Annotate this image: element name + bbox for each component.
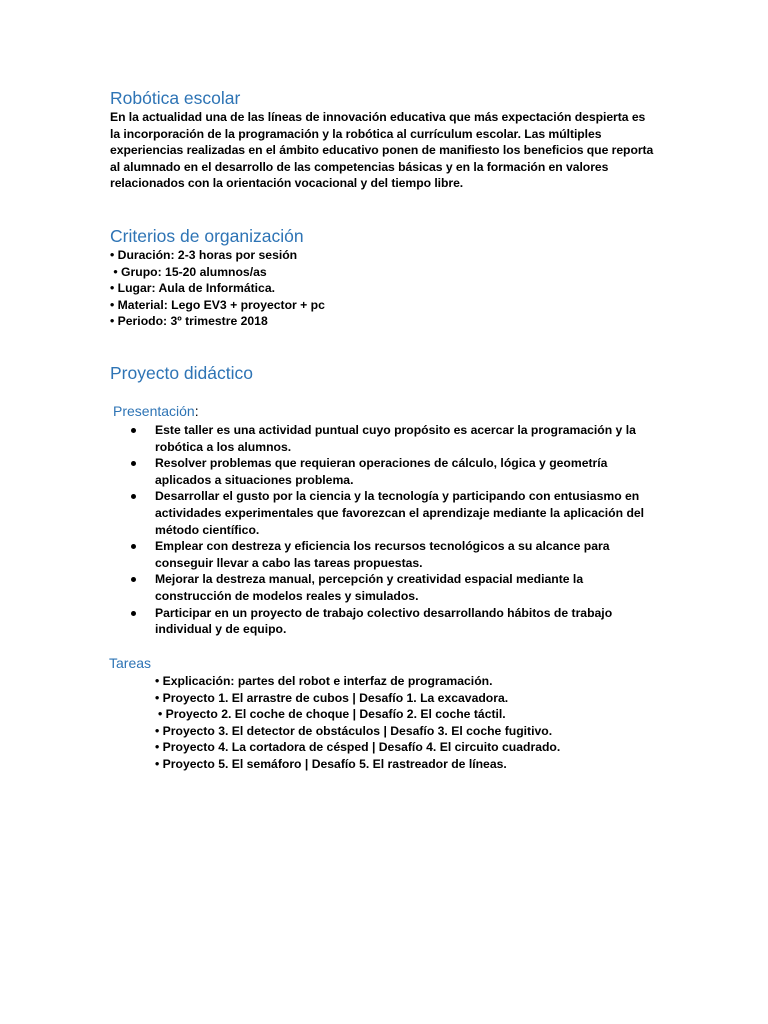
- paragraph-robotica-intro: En la actualidad una de las líneas de innovación educativa que más expectación despierta es la incorporación de la programación y la robótica al currículum escolar. Las múltiples experiencias realizadas en el ámbito educativo ponen de manifiesto los beneficios que reporta al alumnado en el desarrollo de las competencias básicas y en la formación en valores relacionados con la orientación vocacional y del tiempo libre.: [110, 110, 654, 191]
- heading-criterios-organizacion: Criterios de organización: [110, 226, 304, 246]
- list-item: [131, 571, 661, 604]
- bullet-icon: [131, 461, 136, 466]
- tarea-proyecto-3: • Proyecto 3. El detector de obstáculos | Desafío 3. El coche fugitivo.: [155, 723, 553, 738]
- list-item: [131, 538, 661, 571]
- list-item: [131, 422, 661, 455]
- presentacion-colon: :: [194, 403, 199, 419]
- criterio-material: • Material: Lego EV3 + proyector + pc: [110, 297, 325, 312]
- presentacion-list: [131, 422, 661, 638]
- list-item-text: Participar en un proyecto de trabajo colectivo desarrollando hábitos de trabajo individual y de equipo.: [155, 605, 613, 637]
- bullet-icon: [131, 494, 136, 499]
- criterio-grupo: • Grupo: 15-20 alumnos/as: [110, 264, 267, 279]
- list-item: [131, 605, 661, 638]
- list-item-text: Mejorar la destreza manual, percepción y creatividad espacial mediante la construcción de modelos reales y simulados.: [155, 572, 584, 603]
- tarea-proyecto-2: • Proyecto 2. El coche de choque | Desafío 2. El coche táctil.: [158, 707, 506, 722]
- list-item-text: Este taller es una actividad puntual cuyo propósito es acercar la programación y la robótica a los alumnos.: [155, 423, 636, 454]
- subheading-presentacion: [113, 403, 199, 420]
- bullet-icon: [131, 428, 136, 433]
- list-item-text: Desarrollar el gusto por la ciencia y la tecnología y participando con entusiasmo en actividades experimentales que favorezcan el aprendizaje mediante la aplicación del método científico.: [155, 489, 645, 537]
- list-item-text: Resolver problemas que requieran operaciones de cálculo, lógica y geometría aplicados a situaciones problema.: [155, 456, 608, 487]
- tarea-explicacion: • Explicación: partes del robot e interfaz de programación.: [155, 674, 493, 688]
- criterio-duracion: • Duración: 2-3 horas por sesión: [110, 248, 298, 262]
- criterios-list: [110, 247, 325, 330]
- tarea-proyecto-4: • Proyecto 4. La cortadora de césped | Desafío 4. El circuito cuadrado.: [155, 740, 561, 755]
- bullet-icon: [131, 611, 136, 616]
- tareas-list: [155, 673, 560, 773]
- list-item: [131, 488, 661, 538]
- presentacion-label: Presentación: [113, 403, 195, 419]
- subheading-tareas: Tareas: [109, 655, 152, 671]
- bullet-icon: [131, 544, 136, 549]
- list-item-text: Emplear con destreza y eficiencia los recursos tecnológicos a su alcance para conseguir llevar a cabo las tareas propuestas.: [155, 539, 610, 570]
- heading-proyecto-didactico: Proyecto didáctico: [110, 363, 253, 383]
- list-item: [131, 455, 661, 488]
- criterio-periodo: • Periodo: 3º trimestre 2018: [110, 314, 268, 329]
- tarea-proyecto-1: • Proyecto 1. El arrastre de cubos | Desafío 1. La excavadora.: [155, 690, 509, 705]
- bullet-icon: [131, 577, 136, 582]
- heading-robotica-escolar: Robótica escolar: [110, 88, 241, 108]
- criterio-lugar: • Lugar: Aula de Informática.: [110, 281, 275, 296]
- tarea-proyecto-5: • Proyecto 5. El semáforo | Desafío 5. El rastreador de líneas.: [155, 756, 507, 771]
